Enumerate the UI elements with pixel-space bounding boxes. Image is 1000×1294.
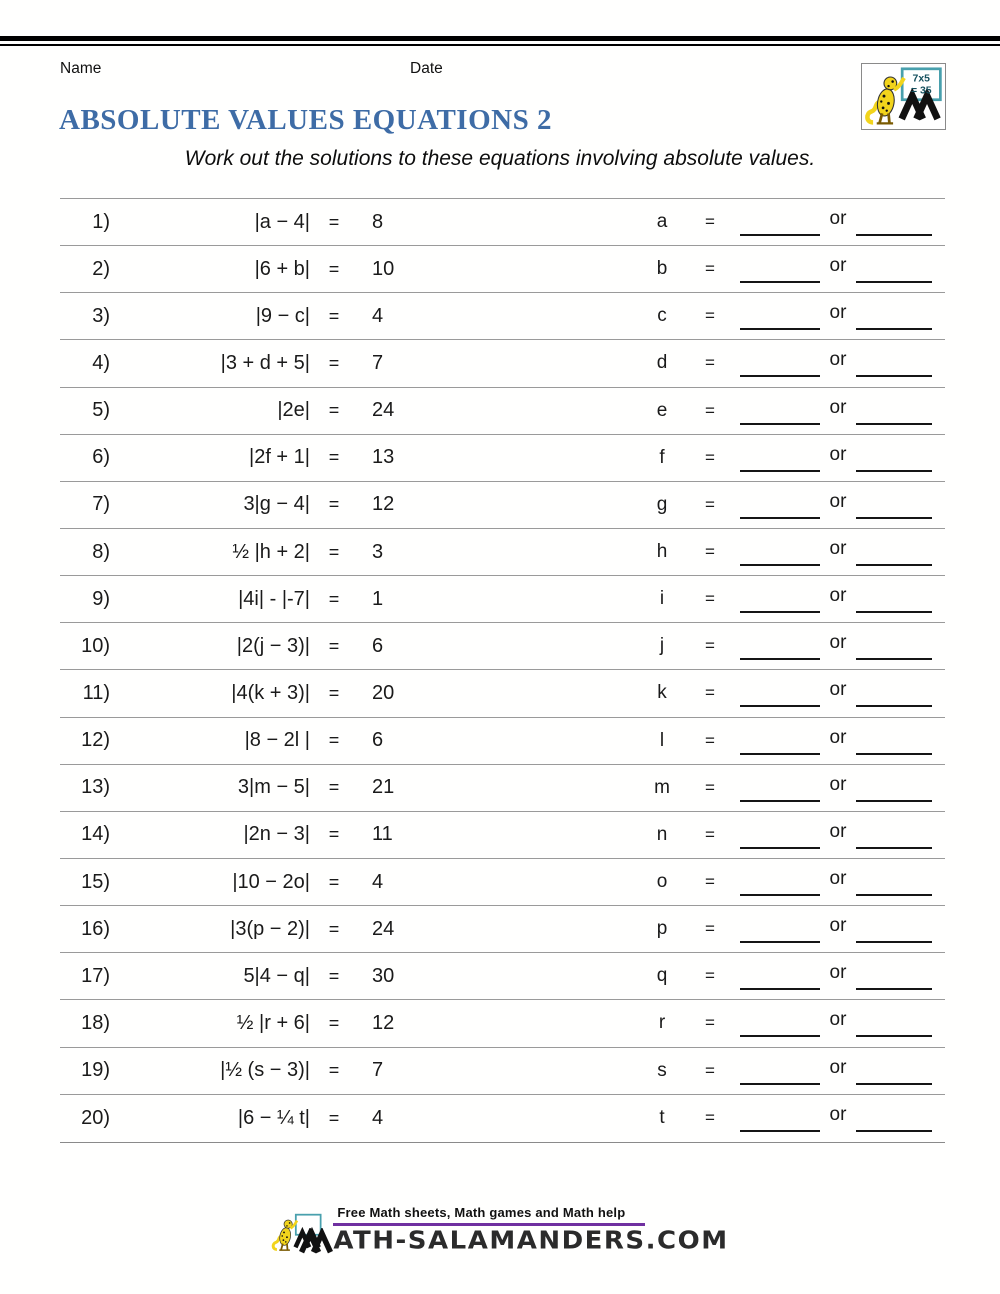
problem-number: 1) xyxy=(92,210,110,233)
problem-number: 15) xyxy=(81,870,110,893)
answer-variable: l xyxy=(659,729,665,751)
answer-variable: e xyxy=(656,399,668,421)
problem-row xyxy=(60,718,945,765)
equation-equals-sign: = xyxy=(328,777,340,798)
equation-lhs: |6 + b| xyxy=(254,257,310,280)
equation-rhs: 7 xyxy=(372,1059,384,1082)
answer-equals-sign: = xyxy=(705,919,715,939)
problem-row xyxy=(60,623,945,670)
equation-lhs: ½ |r + 6| xyxy=(236,1011,310,1034)
problem-number: 5) xyxy=(92,399,110,422)
answer-variable: r xyxy=(658,1012,666,1034)
problem-number: 13) xyxy=(81,776,110,799)
answer-equals-sign: = xyxy=(705,447,715,467)
or-label: or xyxy=(829,255,847,277)
equation-equals-sign: = xyxy=(328,211,340,232)
equation-equals-sign: = xyxy=(328,258,340,279)
problem-row xyxy=(60,293,945,340)
answer-variable: p xyxy=(656,918,668,940)
footer-m-logo-icon xyxy=(299,1228,333,1256)
answer-blank-2 xyxy=(856,269,932,283)
equation-equals-sign: = xyxy=(328,682,340,703)
answer-blank-2 xyxy=(856,976,932,990)
or-label: or xyxy=(829,915,847,937)
answer-variable: o xyxy=(656,871,668,893)
answer-blank-1 xyxy=(740,411,820,425)
answer-blank-2 xyxy=(856,363,932,377)
answer-equals-sign: = xyxy=(705,966,715,986)
or-label: or xyxy=(829,773,847,795)
equation-rhs: 24 xyxy=(372,917,395,940)
problem-row xyxy=(60,670,945,717)
answer-blank-2 xyxy=(856,646,932,660)
top-double-rule xyxy=(0,36,1000,46)
answer-blank-2 xyxy=(856,505,932,519)
equation-equals-sign: = xyxy=(328,1012,340,1033)
problem-number: 8) xyxy=(92,540,110,563)
equation-equals-sign: = xyxy=(328,352,340,373)
answer-variable: q xyxy=(656,965,668,987)
equation-equals-sign: = xyxy=(328,494,340,515)
problem-number: 6) xyxy=(92,446,110,469)
problem-row xyxy=(60,529,945,576)
equation-equals-sign: = xyxy=(328,1107,340,1128)
footer-site-name: ATH-SALAMANDERS.COM xyxy=(333,1226,729,1256)
equation-lhs: |4(k + 3)| xyxy=(231,681,310,704)
answer-blank-1 xyxy=(740,222,820,236)
equation-lhs: |9 − c| xyxy=(255,304,310,327)
answer-equals-sign: = xyxy=(705,400,715,420)
answer-blank-1 xyxy=(740,1071,820,1085)
equation-lhs: |3(p − 2)| xyxy=(230,917,310,940)
equation-lhs: |½ (s − 3)| xyxy=(220,1059,310,1082)
problem-row xyxy=(60,812,945,859)
problem-number: 18) xyxy=(81,1011,110,1034)
answer-blank-2 xyxy=(856,929,932,943)
equation-rhs: 13 xyxy=(372,446,395,469)
equation-rhs: 12 xyxy=(372,1011,395,1034)
problem-row xyxy=(60,765,945,812)
answer-equals-sign: = xyxy=(705,636,715,656)
answer-blank-1 xyxy=(740,316,820,330)
answer-blank-2 xyxy=(856,1118,932,1132)
equation-lhs: |2f + 1| xyxy=(249,446,310,469)
problem-number: 11) xyxy=(82,681,110,704)
equation-equals-sign: = xyxy=(328,400,340,421)
answer-variable: h xyxy=(656,541,668,563)
equation-lhs: |4i| - |-7| xyxy=(238,587,310,610)
answer-blank-2 xyxy=(856,788,932,802)
name-label: Name xyxy=(60,60,102,77)
equation-equals-sign: = xyxy=(328,305,340,326)
problem-number: 4) xyxy=(92,351,110,374)
answer-equals-sign: = xyxy=(705,872,715,892)
problem-row xyxy=(60,859,945,906)
equation-equals-sign: = xyxy=(328,918,340,939)
equation-rhs: 24 xyxy=(372,399,395,422)
answer-equals-sign: = xyxy=(705,1108,715,1128)
problem-row xyxy=(60,906,945,953)
equation-rhs: 3 xyxy=(372,540,384,563)
equation-rhs: 12 xyxy=(372,493,395,516)
answer-equals-sign: = xyxy=(705,353,715,373)
problem-number: 12) xyxy=(81,729,110,752)
or-label: or xyxy=(829,208,847,230)
equation-equals-sign: = xyxy=(328,824,340,845)
answer-variable: n xyxy=(656,823,668,845)
problem-number: 3) xyxy=(92,304,110,327)
answer-blank-2 xyxy=(856,316,932,330)
answer-variable: m xyxy=(654,776,670,798)
answer-variable: a xyxy=(656,211,668,233)
equation-rhs: 11 xyxy=(372,823,393,846)
equation-rhs: 4 xyxy=(372,304,384,327)
equation-lhs: 5|4 − q| xyxy=(243,964,310,987)
equation-rhs: 20 xyxy=(372,681,395,704)
or-label: or xyxy=(829,302,847,324)
answer-equals-sign: = xyxy=(705,212,715,232)
equation-lhs: |6 − ¼ t| xyxy=(237,1106,310,1129)
answer-variable: b xyxy=(656,258,668,280)
equation-rhs: 4 xyxy=(372,1106,384,1129)
problem-row xyxy=(60,576,945,623)
problem-number: 16) xyxy=(81,917,110,940)
or-label: or xyxy=(829,349,847,371)
answer-blank-2 xyxy=(856,458,932,472)
or-label: or xyxy=(829,868,847,890)
equation-lhs: |2(j − 3)| xyxy=(236,634,310,657)
problem-row xyxy=(60,1000,945,1047)
problem-row xyxy=(60,246,945,293)
answer-variable: j xyxy=(659,635,665,657)
or-label: or xyxy=(829,679,847,701)
answer-blank-2 xyxy=(856,599,932,613)
equation-rhs: 21 xyxy=(372,776,395,799)
page-title: ABSOLUTE VALUES EQUATIONS 2 xyxy=(59,104,552,136)
answer-equals-sign: = xyxy=(705,589,715,609)
problem-row xyxy=(60,1048,945,1095)
answer-variable: s xyxy=(657,1059,667,1081)
problem-row xyxy=(60,1095,945,1142)
instruction-text: Work out the solutions to these equations involving absolute values. xyxy=(184,147,816,170)
answer-variable: k xyxy=(657,682,667,704)
answer-equals-sign: = xyxy=(705,683,715,703)
footer-branding xyxy=(0,1205,1000,1260)
equation-lhs: |2n − 3| xyxy=(243,823,310,846)
answer-equals-sign: = xyxy=(705,494,715,514)
problems-table xyxy=(60,198,945,1143)
equation-lhs: 3|m − 5| xyxy=(237,776,310,799)
problem-row xyxy=(60,388,945,435)
problem-number: 10) xyxy=(81,634,110,657)
or-label: or xyxy=(829,443,847,465)
equation-lhs: 3|g − 4| xyxy=(243,493,310,516)
answer-blank-2 xyxy=(856,552,932,566)
equation-rhs: 4 xyxy=(372,870,384,893)
problem-number: 2) xyxy=(92,257,110,280)
answer-equals-sign: = xyxy=(705,1060,715,1080)
equation-equals-sign: = xyxy=(328,541,340,562)
equation-equals-sign: = xyxy=(328,588,340,609)
equation-equals-sign: = xyxy=(328,871,340,892)
problem-row xyxy=(60,199,945,246)
or-label: or xyxy=(829,585,847,607)
or-label: or xyxy=(829,1056,847,1078)
math-salamanders-logo xyxy=(861,63,946,130)
footer-tagline: Free Math sheets, Math games and Math help xyxy=(337,1205,626,1220)
problem-row xyxy=(60,340,945,387)
logo-board-text-2: = 35 xyxy=(910,84,932,96)
answer-blank-1 xyxy=(740,976,820,990)
equation-equals-sign: = xyxy=(328,447,340,468)
answer-variable: f xyxy=(659,446,665,468)
answer-equals-sign: = xyxy=(705,306,715,326)
logo-board-text-1: 7x5 xyxy=(912,73,930,85)
date-label: Date xyxy=(410,60,443,77)
answer-variable: i xyxy=(659,588,665,610)
answer-blank-1 xyxy=(740,788,820,802)
answer-equals-sign: = xyxy=(705,542,715,562)
answer-blank-1 xyxy=(740,552,820,566)
or-label: or xyxy=(829,490,847,512)
equation-equals-sign: = xyxy=(328,635,340,656)
equation-lhs: |8 − 2l | xyxy=(244,729,310,752)
answer-equals-sign: = xyxy=(705,777,715,797)
answer-blank-1 xyxy=(740,363,820,377)
or-label: or xyxy=(829,1104,847,1126)
answer-blank-1 xyxy=(740,269,820,283)
equation-rhs: 1 xyxy=(372,587,384,610)
equation-rhs: 6 xyxy=(372,729,384,752)
answer-blank-1 xyxy=(740,458,820,472)
answer-blank-2 xyxy=(856,411,932,425)
equation-equals-sign: = xyxy=(328,965,340,986)
problem-number: 20) xyxy=(81,1106,110,1129)
answer-equals-sign: = xyxy=(705,730,715,750)
problem-number: 19) xyxy=(81,1059,110,1082)
answer-blank-1 xyxy=(740,599,820,613)
equation-lhs: |10 − 2o| xyxy=(232,870,310,893)
equation-lhs: |3 + d + 5| xyxy=(220,351,310,374)
answer-blank-2 xyxy=(856,1023,932,1037)
equation-rhs: 7 xyxy=(372,351,384,374)
answer-blank-2 xyxy=(856,1071,932,1085)
answer-blank-1 xyxy=(740,1118,820,1132)
answer-equals-sign: = xyxy=(705,1013,715,1033)
answer-blank-2 xyxy=(856,693,932,707)
equation-lhs: |2e| xyxy=(277,399,310,422)
problem-row xyxy=(60,482,945,529)
problem-number: 9) xyxy=(92,587,110,610)
answer-blank-1 xyxy=(740,1023,820,1037)
answer-blank-1 xyxy=(740,505,820,519)
answer-variable: d xyxy=(656,352,668,374)
equation-rhs: 30 xyxy=(372,964,395,987)
problem-row xyxy=(60,953,945,1000)
problem-row xyxy=(60,435,945,482)
equation-rhs: 8 xyxy=(372,210,384,233)
answer-blank-1 xyxy=(740,693,820,707)
problem-number: 14) xyxy=(81,823,110,846)
or-label: or xyxy=(829,962,847,984)
or-label: or xyxy=(829,632,847,654)
answer-equals-sign: = xyxy=(705,259,715,279)
equation-rhs: 6 xyxy=(372,634,384,657)
answer-blank-1 xyxy=(740,882,820,896)
answer-variable: c xyxy=(657,305,667,327)
or-label: or xyxy=(829,820,847,842)
or-label: or xyxy=(829,726,847,748)
answer-blank-1 xyxy=(740,646,820,660)
answer-blank-1 xyxy=(740,929,820,943)
answer-blank-2 xyxy=(856,741,932,755)
equation-equals-sign: = xyxy=(328,730,340,751)
or-label: or xyxy=(829,538,847,560)
equation-lhs: ½ |h + 2| xyxy=(232,540,310,563)
problem-number: 17) xyxy=(81,964,110,987)
answer-variable: g xyxy=(656,493,668,515)
or-label: or xyxy=(829,1009,847,1031)
answer-variable: t xyxy=(659,1107,665,1129)
equation-rhs: 10 xyxy=(372,257,395,280)
answer-blank-2 xyxy=(856,882,932,896)
answer-blank-2 xyxy=(856,835,932,849)
answer-blank-1 xyxy=(740,741,820,755)
equation-equals-sign: = xyxy=(328,1060,340,1081)
or-label: or xyxy=(829,396,847,418)
problem-number: 7) xyxy=(92,493,110,516)
answer-equals-sign: = xyxy=(705,824,715,844)
equation-lhs: |a − 4| xyxy=(254,210,310,233)
salamander-logo-icon xyxy=(864,66,944,128)
answer-blank-2 xyxy=(856,222,932,236)
answer-blank-1 xyxy=(740,835,820,849)
